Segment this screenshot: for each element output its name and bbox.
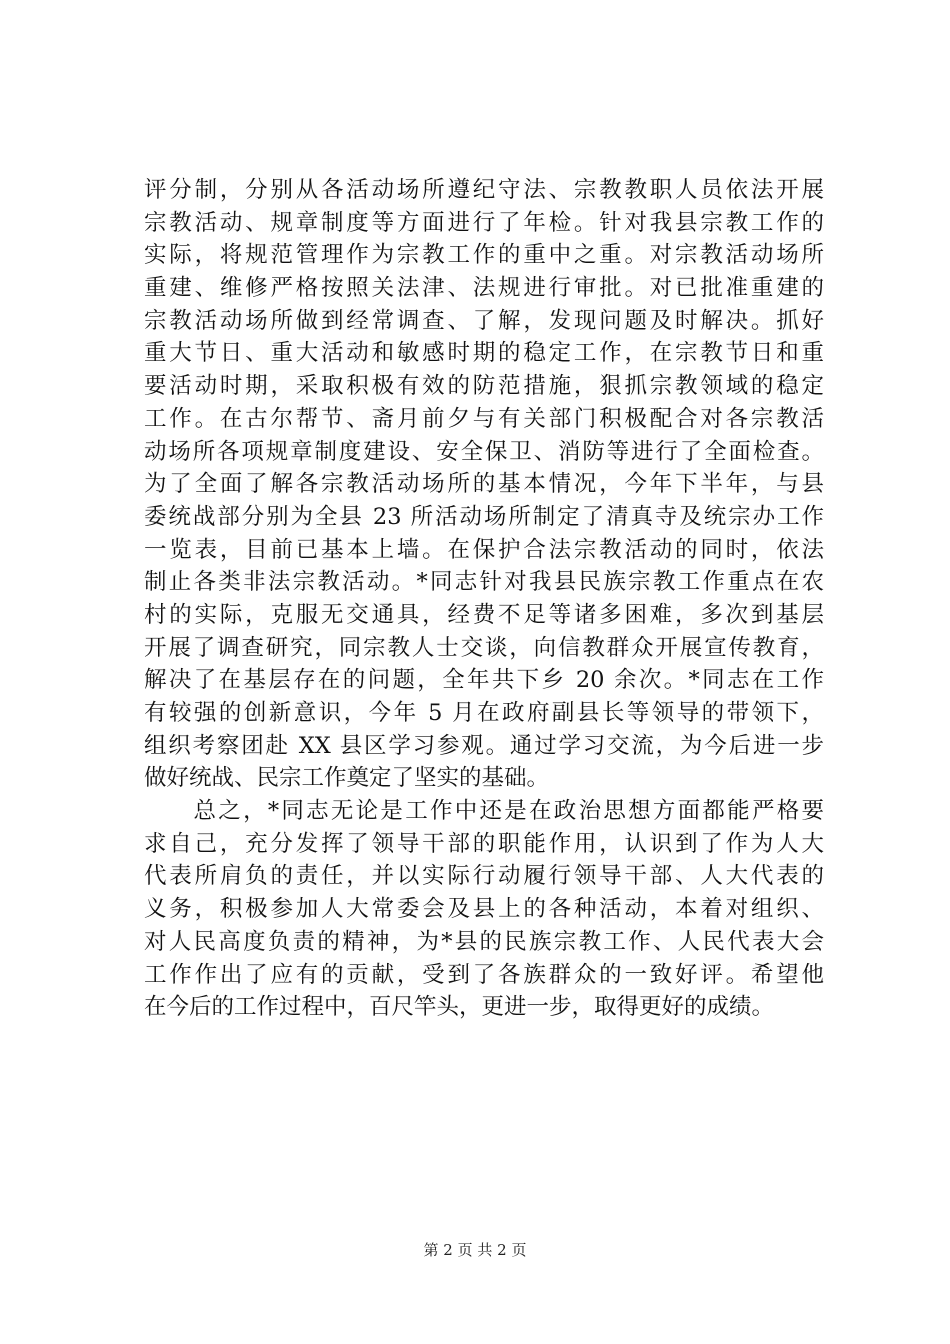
text-line: 动场所各项规章制度建设、安全保卫、消防等进行了全面检查。 — [144, 438, 824, 465]
text-line: 重大节日、重大活动和敏感时期的稳定工作，在宗教节日和重 — [144, 340, 824, 367]
text-line: 解决了在基层存在的问题，全年共下乡 20 余次。*同志在工作 — [144, 667, 824, 694]
text-line: 重建、维修严格按照关法津、法规进行审批。对已批准重建的 — [144, 275, 824, 302]
page-footer — [0, 1240, 950, 1260]
page-number-label: 第 2 页 共 2 页 — [423, 1241, 527, 1259]
text-line: 对人民高度负责的精神，为*县的民族宗教工作、人民代表大会 — [144, 928, 824, 955]
text-line: 实际，将规范管理作为宗教工作的重中之重。对宗教活动场所 — [144, 242, 824, 269]
text-line: 评分制，分别从各活动场所遵纪守法、宗教教职人员依法开展 — [144, 177, 824, 203]
document-body — [144, 174, 824, 1024]
text-line: 工作。在古尔帮节、斋月前夕与有关部门积极配合对各宗教活 — [144, 405, 824, 432]
text-line: 要活动时期，采取积极有效的防范措施，狠抓宗教领域的稳定 — [144, 373, 824, 400]
text-line: 一览表，目前已基本上墙。在保护合法宗教活动的同时，依法 — [144, 536, 824, 563]
text-line: 制止各类非法宗教活动。*同志针对我县民族宗教工作重点在农 — [144, 569, 824, 596]
text-line: 义务，积极参加人大常委会及县上的各种活动，本着对组织、 — [144, 896, 824, 923]
paragraph-end-line: 在今后的工作过程中，百尺竿头，更进一步，取得更好的成绩。 — [144, 994, 775, 1021]
text-line: 有较强的创新意识，今年 5 月在政府副县长等领导的带领下， — [144, 700, 824, 726]
text-line: 为了全面了解各宗教活动场所的基本情况，今年下半年，与县 — [144, 471, 824, 498]
text-line: 宗教活动、规章制度等方面进行了年检。针对我县宗教工作的 — [144, 209, 824, 236]
text-line: 代表所肩负的责任，并以实际行动履行领导干部、人大代表的 — [144, 863, 824, 890]
text-line: 村的实际，克服无交通具，经费不足等诸多困难，多次到基层 — [144, 601, 824, 628]
paragraph-end-line: 做好统战、民宗工作奠定了坚实的基础。 — [144, 765, 550, 792]
text-line: 工作作出了应有的贡献，受到了各族群众的一致好评。希望他 — [144, 961, 824, 988]
text-line: 委统战部分别为全县 23 所活动场所制定了清真寺及统宗办工作 — [144, 503, 824, 530]
paragraph-start-line: 总之，*同志无论是工作中还是在政治思想方面都能严格要 — [144, 798, 824, 825]
text-line: 宗教活动场所做到经常调查、了解，发现问题及时解决。抓好 — [144, 307, 824, 334]
text-line: 组织考察团赴 XX 县区学习参观。通过学习交流，为今后进一步 — [144, 732, 824, 759]
text-line: 求自己，充分发挥了领导干部的职能作用，认识到了作为人大 — [144, 830, 824, 857]
text-line: 开展了调查研究，同宗教人士交谈，向信教群众开展宣传教育， — [144, 634, 824, 661]
